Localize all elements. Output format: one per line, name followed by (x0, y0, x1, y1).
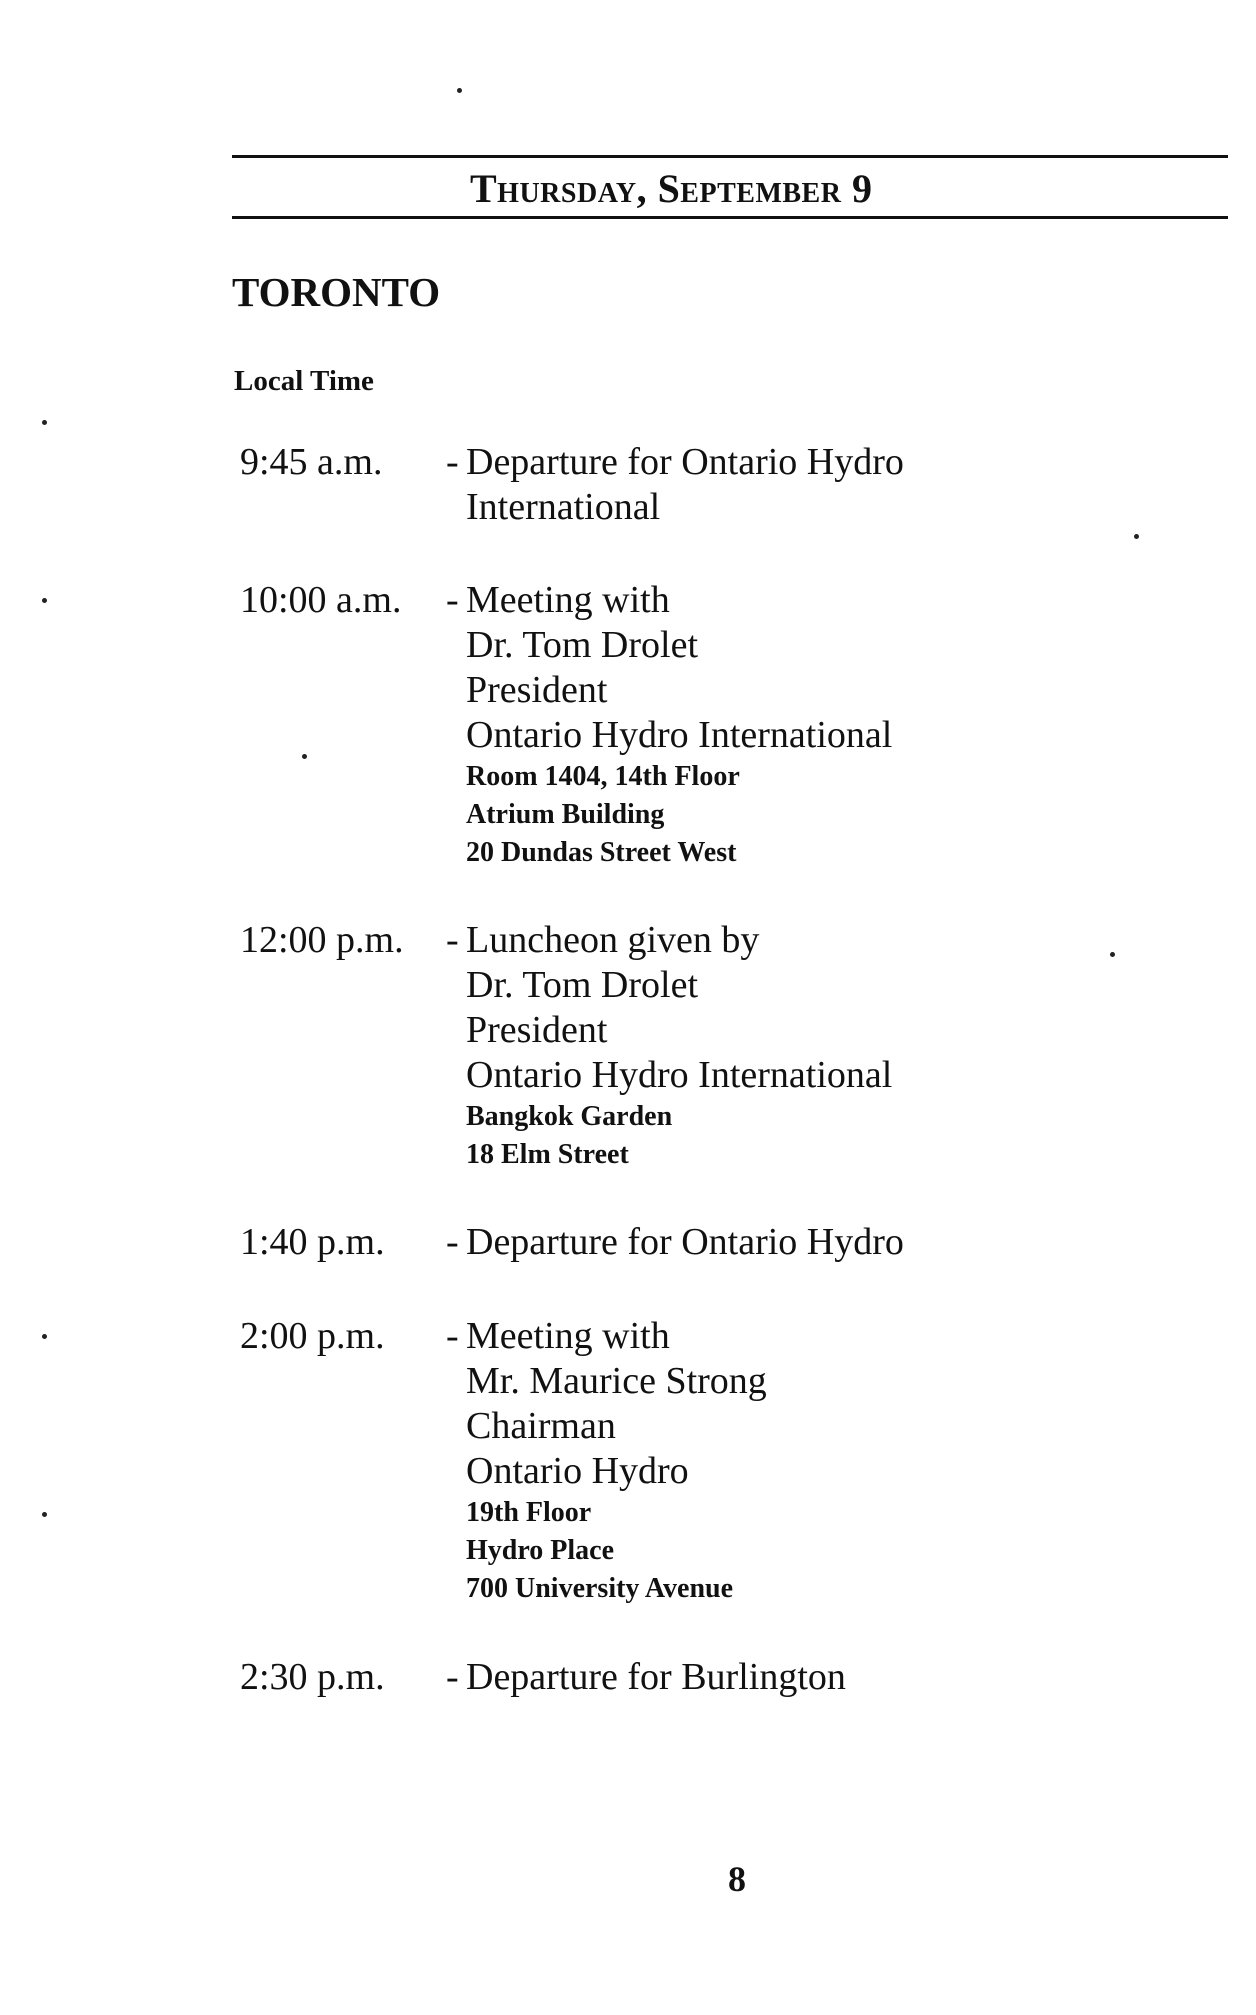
entry-description (446, 440, 1236, 530)
entry-address-line: Bangkok Garden (466, 1101, 673, 1132)
entry-dash: - (446, 441, 459, 483)
scan-speck (42, 1334, 47, 1339)
entry-dash: - (446, 1221, 459, 1263)
scan-speck (302, 754, 307, 759)
scan-speck (457, 88, 462, 93)
entry-line: Meeting with (466, 1315, 670, 1357)
entry-time: 2:30 p.m. (240, 1656, 385, 1698)
entry-description (446, 1314, 1236, 1608)
entry-address-line: 700 University Avenue (466, 1573, 734, 1604)
entry-address-line: 20 Dundas Street West (466, 837, 737, 868)
scan-speck (42, 1512, 47, 1517)
entry-time: 2:00 p.m. (240, 1315, 385, 1357)
entry-address-line: 19th Floor (466, 1497, 592, 1528)
entry-line: Departure for Ontario Hydro (466, 1221, 904, 1263)
entry-line: Ontario Hydro (466, 1450, 689, 1492)
entry-description (446, 918, 1236, 1174)
day-heading: Thursday, September 9 (470, 166, 873, 211)
entry-address-line: Hydro Place (466, 1535, 615, 1566)
scan-speck (42, 420, 47, 425)
entry-line: Departure for Ontario Hydro (466, 441, 904, 483)
entry-line: President (466, 1009, 608, 1051)
entry-time: 1:40 p.m. (240, 1221, 385, 1263)
entry-line: Departure for Burlington (466, 1656, 846, 1698)
entry-description (446, 578, 1236, 872)
entry-line: Chairman (466, 1405, 616, 1447)
entry-description (446, 1220, 1236, 1265)
entry-line: Mr. Maurice Strong (466, 1360, 767, 1402)
entry-line: Ontario Hydro International (466, 714, 893, 756)
scan-speck (1134, 534, 1139, 539)
entry-dash: - (446, 1656, 459, 1698)
entry-line: Luncheon given by (466, 919, 760, 961)
entry-address-line: Room 1404, 14th Floor (466, 761, 740, 792)
entry-description (446, 1655, 1236, 1700)
entry-line: International (466, 486, 661, 528)
entry-line: Dr. Tom Drolet (466, 624, 699, 666)
scan-speck (1110, 952, 1115, 957)
city-heading: TORONTO (232, 269, 441, 315)
entry-dash: - (446, 579, 459, 621)
entry-time: 12:00 p.m. (240, 919, 404, 961)
entry-line: Ontario Hydro International (466, 1054, 893, 1096)
entry-time: 10:00 a.m. (240, 579, 402, 621)
entry-dash: - (446, 919, 459, 961)
bottom-rule (232, 216, 1228, 219)
top-rule (232, 155, 1228, 158)
local-time-label: Local Time (234, 365, 374, 397)
entry-time: 9:45 a.m. (240, 441, 383, 483)
page-number: 8 (728, 1859, 746, 1899)
entry-line: President (466, 669, 608, 711)
entry-dash: - (446, 1315, 459, 1357)
scan-speck (42, 598, 47, 603)
entry-address-line: Atrium Building (466, 799, 665, 830)
entry-line: Meeting with (466, 579, 670, 621)
entry-line: Dr. Tom Drolet (466, 964, 699, 1006)
entry-address-line: 18 Elm Street (466, 1139, 629, 1170)
